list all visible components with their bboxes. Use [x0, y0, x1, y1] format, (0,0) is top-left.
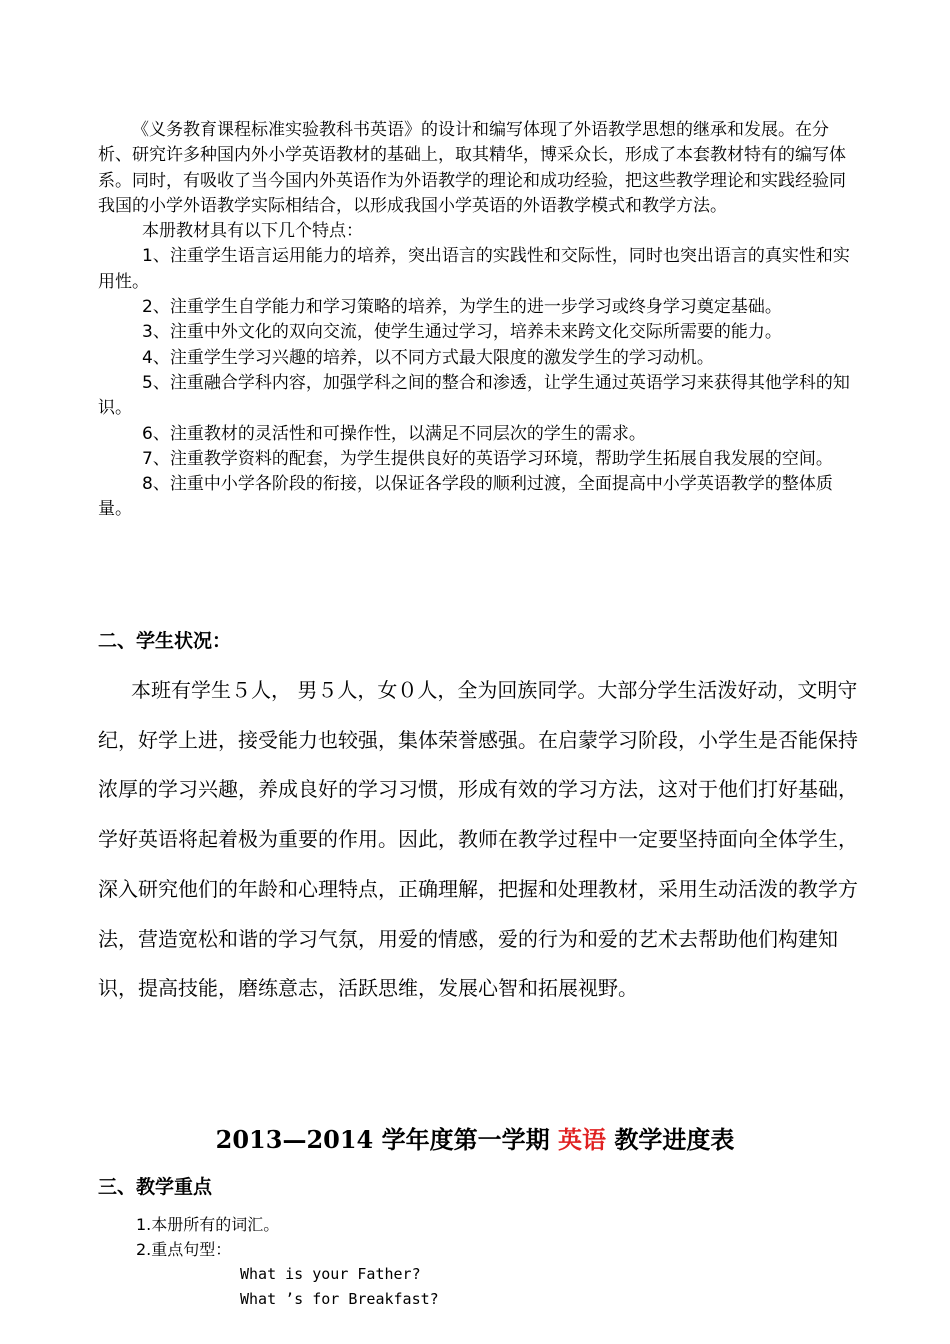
feature-item: 6、注重教材的灵活性和可操作性，以满足不同层次的学生的需求。	[142, 423, 646, 444]
title-suffix: 教学进度表	[605, 1125, 735, 1154]
teaching-focus-heading: 三、教学重点	[98, 1176, 213, 1198]
sentence-item: What ’s for Breakfast?	[240, 1290, 439, 1308]
list-item: 1.本册所有的词汇。	[136, 1215, 280, 1234]
schedule-title	[0, 1120, 950, 1155]
student-status-heading: 二、学生状况：	[98, 630, 232, 652]
feature-item: 7、注重教学资料的配套，为学生提供良好的英语学习环境，帮助学生拓展自我发展的空间。	[142, 448, 833, 469]
feature-item: 5、注重融合学科内容，加强学科之间的整合和渗透，让学生通过英语学习来获得其他学科的知识。	[98, 372, 850, 419]
key-sentences	[240, 1262, 439, 1312]
list-item: 2.重点句型：	[136, 1240, 232, 1259]
feature-item: 2、注重学生自学能力和学习策略的培养，为学生的进一步学习或终身学习奠定基础。	[142, 297, 782, 318]
feature-item: 1、注重学生语言运用能力的培养，突出语言的实践性和交际性，同时也突出语言的真实性和实用性。	[98, 246, 850, 292]
sentence-item: What is your Father?	[240, 1265, 421, 1283]
textbook-introduction	[98, 118, 856, 523]
title-subject: 英语	[557, 1125, 606, 1154]
teaching-focus-list	[136, 1212, 279, 1262]
feature-item: 3、注重中外文化的双向交流，使学生通过学习，培养未来跨文化交际所需要的能力。	[142, 322, 782, 343]
features-lead: 本册教材具有以下几个特点：	[142, 221, 363, 242]
title-prefix: 2013—2014 学年度第一学期	[215, 1125, 558, 1154]
feature-item: 4、注重学生学习兴趣的培养，以不同方式最大限度的激发学生的学习动机。	[142, 347, 714, 368]
feature-item: 8、注重中小学各阶段的衔接，以保证各学段的顺利过渡，全面提高中小学英语教学的整体质量。	[98, 474, 833, 520]
student-status-paragraph: 本班有学生５人， 男５人，女０人，全为回族同学。大部分学生活泼好动，文明守纪，好学上进，接受能力也较强，集体荣誉感强。在启蒙学习阶段，小学生是否能保持浓厚的学习兴趣，养成良好的学习习惯，形成有效的学习方法，这对于他们打好基础，学好英语将起着极为重要的作用。因此，教师在教学过程中一定要坚持面向全体学生，深入研究他们的年龄和心理特点，正确理解，把握和处理教材，采用生动活泼的教学方法，营造宽松和谐的学习气氛，用爱的情感，爱的行为和爱的艺术去帮助他们构建知识，提高技能，磨练意志，活跃思维，发展心智和拓展视野。	[98, 678, 858, 1001]
intro-paragraph: 《义务教育课程标准实验教科书英语》的设计和编写体现了外语教学思想的继承和发展。在分析、研究许多种国内外小学英语教材的基础上，取其精华，博采众长，形成了本套教材特有的编写体系。同时，有吸收了当今国内外英语作为外语教学的理论和成功经验，把这些教学理论和实践经验同我国的小学外语教学实际相结合，以形成我国小学英语的外语教学模式和教学方法。	[98, 120, 846, 216]
